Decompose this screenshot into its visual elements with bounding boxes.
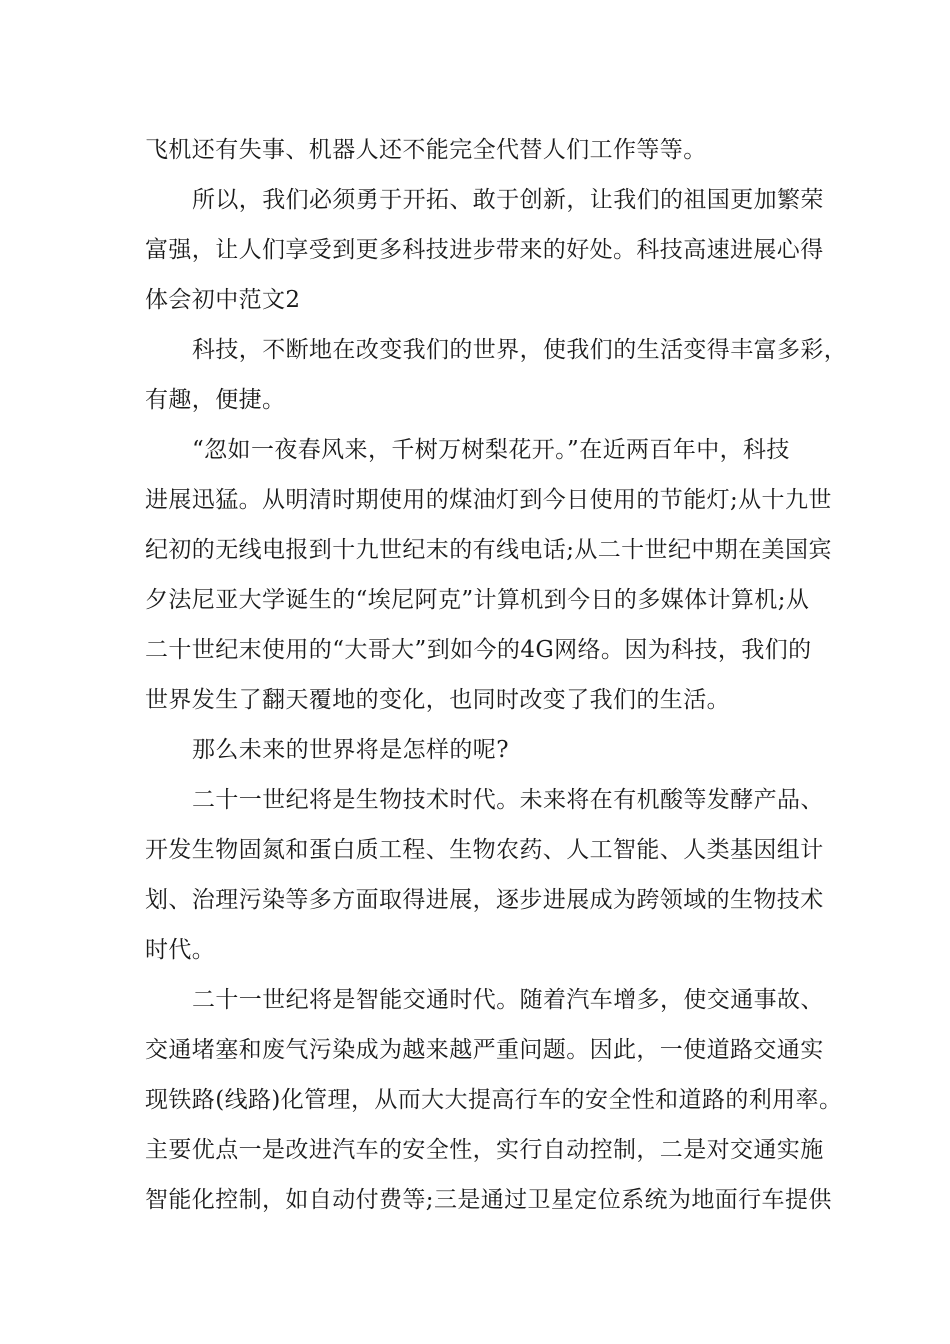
text-line: 二十世纪末使用的“大哥大”到如今的4G网络。因为科技，我们的 <box>145 637 812 663</box>
text-line: 富强，让人们享受到更多科技进步带来的好处。科技高速进展心得 <box>145 237 824 263</box>
text-line: 夕法尼亚大学诞生的“埃尼阿克”计算机到今日的多媒体计算机;从 <box>145 587 810 613</box>
text-line: 有趣，便捷。 <box>145 387 286 413</box>
text-line: 那么未来的世界将是怎样的呢? <box>192 737 509 763</box>
text-line: 主要优点一是改进汽车的安全性，实行自动控制，二是对交通实施 <box>145 1137 824 1163</box>
text-line: 现铁路(线路)化管理，从而大大提高行车的安全性和道路的利用率。 <box>145 1087 843 1113</box>
text-line: 飞机还有失事、机器人还不能完全代替人们工作等等。 <box>145 137 707 163</box>
text-line: 二十一世纪将是生物技术时代。未来将在有机酸等发酵产品、 <box>192 787 824 813</box>
text-line: 二十一世纪将是智能交通时代。随着汽车增多，使交通事故、 <box>192 987 824 1013</box>
text-line: 交通堵塞和废气污染成为越来越严重问题。因此，一使道路交通实 <box>145 1037 824 1063</box>
text-line: 划、治理污染等多方面取得进展，逐步进展成为跨领域的生物技术 <box>145 887 824 913</box>
text-line: 纪初的无线电报到十九世纪末的有线电话;从二十世纪中期在美国宾 <box>145 537 832 563</box>
text-line: 世界发生了翻天覆地的变化，也同时改变了我们的生活。 <box>145 687 730 713</box>
text-line: 智能化控制，如自动付费等;三是通过卫星定位系统为地面行车提供 <box>145 1187 832 1213</box>
text-line: 进展迅猛。从明清时期使用的煤油灯到今日使用的节能灯;从十九世 <box>145 487 832 513</box>
text-line: 时代。 <box>145 937 216 963</box>
text-line: 所以，我们必须勇于开拓、敢于创新，让我们的祖国更加繁荣 <box>192 187 824 213</box>
text-line: “忽如一夜春风来，千树万树梨花开。”在近两百年中，科技 <box>192 437 790 463</box>
text-line: 体会初中范文2 <box>145 287 301 313</box>
text-line: 科技，不断地在改变我们的世界，使我们的生活变得丰富多彩， <box>192 337 848 363</box>
text-line: 开发生物固氮和蛋白质工程、生物农药、人工智能、人类基因组计 <box>145 837 824 863</box>
